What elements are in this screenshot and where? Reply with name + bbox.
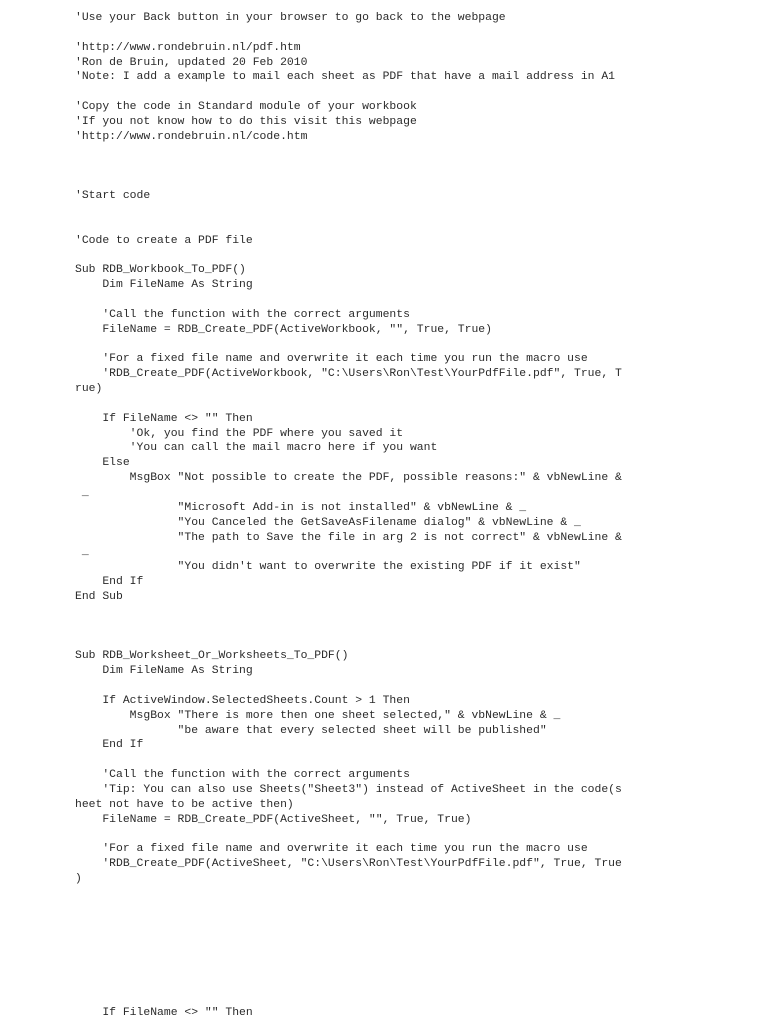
code-line: 'Start code: [75, 190, 151, 203]
code-line: 'Note: I add a example to mail each sheet as PDF that have a mail address in A1: [75, 71, 616, 84]
code-line: "You Canceled the GetSaveAsFilename dialog" & vbNewLine & _: [75, 516, 581, 529]
code-line: Dim FileName As String: [75, 279, 253, 292]
code-line: 'Ok, you find the PDF where you saved it: [75, 427, 404, 440]
code-line: [75, 946, 622, 961]
code-line: End If: [75, 739, 144, 752]
code-line: [75, 338, 622, 353]
code-line: [75, 827, 622, 842]
code-line: Sub RDB_Worksheet_Or_Worksheets_To_PDF(): [75, 650, 349, 663]
code-line: 'Copy the code in Standard module of your workbook: [75, 101, 417, 114]
code-line: _: [75, 546, 89, 559]
code-line: Else: [75, 457, 130, 470]
code-line: [75, 204, 622, 219]
code-line: End If: [75, 576, 144, 589]
code-line: [75, 753, 622, 768]
code-line: [75, 174, 622, 189]
code-line: 'RDB_Create_PDF(ActiveSheet, "C:\Users\Ron\Test\YourPdfFile.pdf", True, True: [75, 858, 622, 871]
code-line: [75, 85, 622, 100]
code-line: [75, 293, 622, 308]
code-line: 'For a fixed file name and overwrite it each time you run the macro use: [75, 843, 588, 856]
code-line: [75, 976, 622, 991]
code-line: [75, 916, 622, 931]
code-line: "You didn't want to overwrite the existing PDF if it exist": [75, 561, 581, 574]
code-line: [75, 397, 622, 412]
code-line: MsgBox "There is more then one sheet selected," & vbNewLine & _: [75, 709, 561, 722]
code-line: [75, 605, 622, 620]
code-line: [75, 249, 622, 264]
code-line: rue): [75, 383, 103, 396]
code-line: heet not have to be active then): [75, 798, 294, 811]
code-line: 'If you not know how to do this visit this webpage: [75, 115, 417, 128]
code-line: [75, 159, 622, 174]
code-line: 'Call the function with the correct arguments: [75, 308, 410, 321]
code-line: [75, 931, 622, 946]
code-line: [75, 961, 622, 976]
code-line: 'Call the function with the correct arguments: [75, 769, 410, 782]
code-line: [75, 634, 622, 649]
code-line: [75, 902, 622, 917]
code-line: End Sub: [75, 590, 123, 603]
code-line: If FileName <> "" Then: [75, 1006, 253, 1019]
code-line: If ActiveWindow.SelectedSheets.Count > 1 Then: [75, 694, 410, 707]
code-line: _: [75, 487, 89, 499]
code-line: "The path to Save the file in arg 2 is not correct" & vbNewLine &: [75, 531, 622, 544]
code-line: Sub RDB_Workbook_To_PDF(): [75, 264, 246, 277]
code-line: Dim FileName As String: [75, 665, 253, 678]
vba-code-listing: [75, 11, 622, 1020]
code-line: 'Code to create a PDF file: [75, 234, 253, 247]
code-line: [75, 219, 622, 234]
code-line: "be aware that every selected sheet will be published": [75, 724, 547, 737]
code-line: 'http://www.rondebruin.nl/code.htm: [75, 130, 308, 143]
code-line: 'Use your Back button in your browser to go back to the webpage: [75, 12, 506, 24]
code-line: [75, 26, 622, 41]
code-line: 'Tip: You can also use Sheets("Sheet3") instead of ActiveSheet in the code(s: [75, 783, 622, 796]
code-line: [75, 887, 622, 902]
code-line: [75, 145, 622, 160]
code-line: 'Ron de Bruin, updated 20 Feb 2010: [75, 56, 308, 69]
code-line: FileName = RDB_Create_PDF(ActiveWorkbook, "", True, True): [75, 323, 492, 336]
code-line: If FileName <> "" Then: [75, 412, 253, 425]
code-line: FileName = RDB_Create_PDF(ActiveSheet, "", True, True): [75, 813, 472, 826]
code-line: 'You can call the mail macro here if you want: [75, 442, 438, 455]
code-line: [75, 679, 622, 694]
code-line: 'For a fixed file name and overwrite it each time you run the macro use: [75, 353, 588, 366]
code-line: 'RDB_Create_PDF(ActiveWorkbook, "C:\Users\Ron\Test\YourPdfFile.pdf", True, T: [75, 368, 622, 381]
code-line: 'http://www.rondebruin.nl/pdf.htm: [75, 41, 301, 54]
code-line: "Microsoft Add-in is not installed" & vbNewLine & _: [75, 501, 527, 514]
code-line: MsgBox "Not possible to create the PDF, possible reasons:" & vbNewLine &: [75, 472, 622, 485]
code-line: [75, 620, 622, 635]
code-line: ): [75, 872, 82, 885]
code-line: [75, 991, 622, 1006]
